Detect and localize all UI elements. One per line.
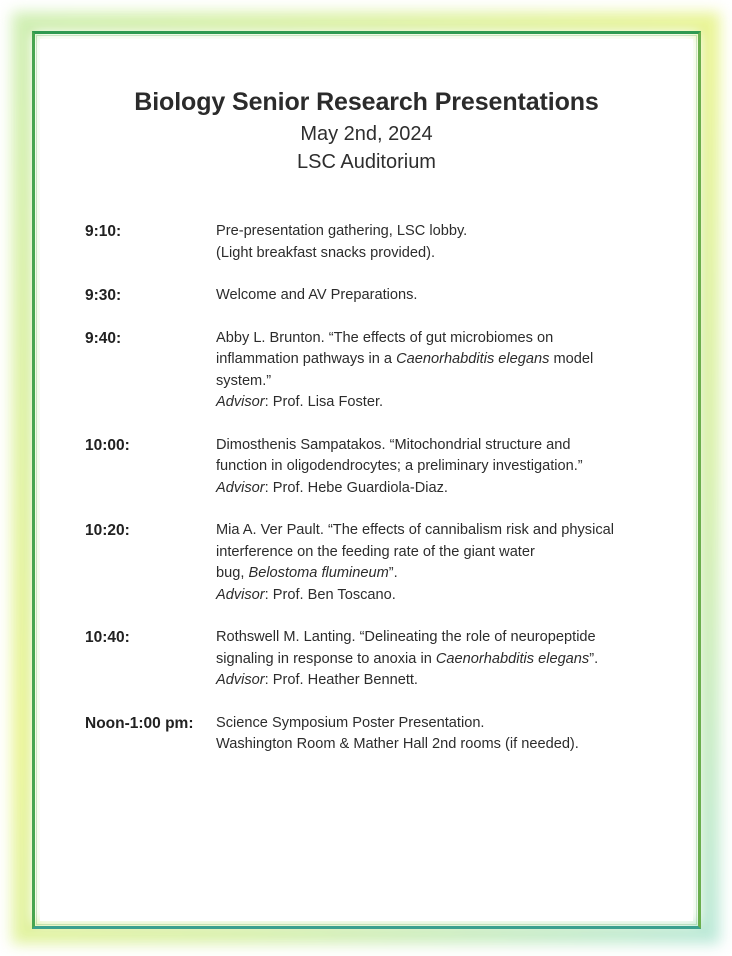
schedule-entry-line [216,670,693,692]
text-run: Mia A. Ver Pault. “The effects of cannibalism risk and physical [216,522,614,538]
schedule-entry-time: 10:20: [85,522,130,539]
event-venue: LSC Auditorium [297,151,436,173]
schedule-entry [85,221,693,264]
text-run: model [549,351,594,367]
schedule-entry-line [216,456,693,478]
page-title: Biology Senior Research Presentations [134,88,599,116]
schedule-entry-line: Welcome and AV Preparations. [216,287,418,303]
schedule-entry [85,713,693,756]
schedule-entry-time: 9:10: [85,223,122,240]
schedule-entry-line [216,371,693,393]
text-run: ”. [388,565,398,581]
schedule-entry-line [216,392,693,414]
schedule-entry-description [216,520,693,606]
document-header [40,39,693,174]
schedule-entry [85,520,693,606]
text-run: : Prof. Hebe Guardiola-Diaz. [264,479,448,496]
italic-text-run: Advisor [216,479,265,496]
text-run: function in oligodendrocytes; a preliminary investigation.” [216,458,583,474]
schedule-entry-line [216,520,693,542]
schedule-entry-line [216,563,693,585]
schedule-entry-line: Washington Room & Mather Hall 2nd rooms (if needed). [216,736,579,752]
schedule-entry [85,328,693,414]
text-run: : Prof. Ben Toscano. [264,586,396,603]
text-run: : Prof. Lisa Foster. [264,394,384,410]
text-run: bug, [216,565,249,581]
schedule-entry [85,627,693,692]
text-run: : Prof. Heather Bennett. [264,672,418,688]
text-run: Dimosthenis Sampatakos. “Mitochondrial structure and [216,436,571,453]
schedule-entry-time: Noon-1:00 pm: [85,714,194,732]
schedule-entry-description [216,713,693,756]
schedule-entry-line [216,435,693,457]
schedule-entry [85,285,693,307]
schedule-entry-line [216,478,693,500]
text-run: inflammation pathways in a [216,351,397,367]
schedule-entry-line [216,627,693,649]
schedule-entry-line: (Light breakfast snacks provided). [216,244,436,261]
schedule-entry-description [216,435,693,500]
text-run: interference on the feeding rate of the giant water [216,543,535,560]
schedule-entry-time: 10:00: [85,436,130,454]
schedule-entry-line [216,649,693,671]
italic-text-run: Caenorhabditis elegans [396,351,550,367]
schedule-entry-line [216,542,693,564]
schedule-entry-description [216,328,693,414]
event-date: May 2nd, 2024 [300,123,433,145]
text-run: system.” [216,372,272,389]
schedule-entry-description [216,221,693,264]
schedule-entry [85,435,693,500]
text-run: signaling in response to anoxia in [216,650,436,667]
italic-text-run: Belostoma flumineum [248,565,389,581]
schedule-entry-time: 9:30: [85,287,122,304]
schedule-entry-time: 9:40: [85,329,122,347]
schedule-entry-line: Pre-presentation gathering, LSC lobby. [216,223,468,239]
italic-text-run: Advisor [216,394,265,410]
italic-text-run: Advisor [216,672,265,688]
italic-text-run: Caenorhabditis elegans [435,650,590,667]
text-run: Abby L. Brunton. “The effects of gut microbiomes on [216,329,554,346]
schedule-list [40,221,693,756]
schedule-entry-description [216,627,693,692]
schedule-entry-line: Science Symposium Poster Presentation. [216,714,485,731]
schedule-entry-line [216,328,693,350]
schedule-entry-line [216,349,693,371]
text-run: ”. [589,650,599,667]
italic-text-run: Advisor [216,586,265,603]
document-body [40,39,693,921]
text-run: Rothswell M. Lanting. “Delineating the role of neuropeptide [216,629,596,645]
schedule-entry-time: 10:40: [85,629,130,646]
schedule-entry-line [216,585,693,607]
schedule-entry-description [216,285,693,307]
